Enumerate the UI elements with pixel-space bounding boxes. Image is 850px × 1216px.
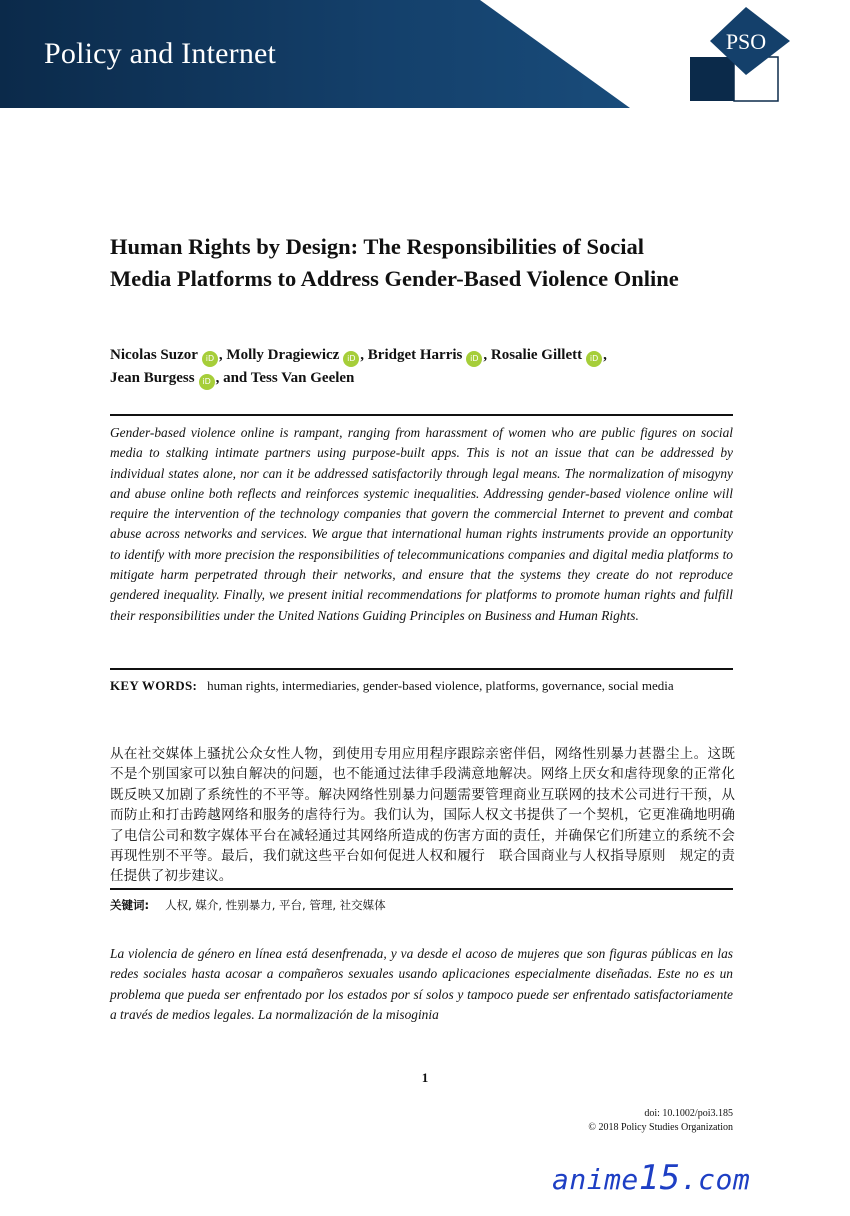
author-separator: , (603, 347, 607, 363)
abstract-english: Gender-based violence online is rampant, ranging from harassment of women who are public figures on social media to stalking intimate partners using purpose-built apps. This is not an issue that can be addressed by individual states alone, nor can it be addressed satisfactorily through legal means. The normalization of misogyny and abuse online both reflects and reinforces systemic inequalities. Addressing gender-based violence online will require the intervention of the technology companies that govern the commercial Internet to prevent and combat abuse across networks and services. We argue that international human rights instruments provide an opportunity to identify with more precision the responsibilities of telecommunications companies and digital media platforms to mitigate harm perpetrated through their networks, and ensure that the systems they create do not reproduce gendered inequality. Finally, we present initial recommendations for platforms to promote human rights and fulfill their responsibilities under the United Nations Guiding Principles on Business and Human Rights. (110, 425, 733, 623)
author-name: Bridget Harris (367, 347, 463, 363)
orcid-icon[interactable]: iD (466, 351, 482, 367)
abstract-bottom-rule (110, 668, 733, 670)
watermark-part: anime (552, 1163, 639, 1196)
keywords-english (110, 676, 733, 695)
pso-logo-text: PSO (725, 29, 767, 54)
orcid-icon[interactable]: iD (202, 351, 218, 367)
watermark (552, 1158, 750, 1198)
abstract-top-rule (110, 414, 733, 416)
author-conjunction: , and (215, 370, 251, 386)
pso-logo-icon (690, 5, 802, 103)
keywords-chinese (110, 897, 733, 913)
author-separator: , (483, 347, 491, 363)
author-name: Jean Burgess (110, 370, 195, 386)
keywords-label: KEY WORDS: (110, 678, 198, 693)
page-number: 1 (421, 1070, 429, 1085)
keywords-text: human rights, intermediaries, gender-based violence, platforms, governance, social media (207, 678, 674, 693)
author-name: Tess Van Geelen (250, 370, 355, 386)
article-title: Human Rights by Design: The Responsibilities of Social Media Platforms to Address Gender-Based Violence Online (110, 234, 679, 291)
journal-header (0, 0, 850, 108)
keywords-chinese-text: 人权, 媒介, 性别暴力, 平台, 管理, 社交媒体 (165, 898, 386, 912)
journal-title: Policy and Internet (44, 37, 277, 70)
watermark-part: .com (680, 1163, 751, 1196)
doi[interactable]: doi: 10.1002/poi3.185 (644, 1108, 733, 1119)
author-separator: , (218, 347, 227, 363)
copyright: © 2018 Policy Studies Organization (588, 1122, 733, 1133)
footer-info (588, 1107, 733, 1135)
keywords-chinese-label: 关键词: (110, 898, 150, 912)
chinese-abstract-rule (110, 888, 733, 890)
abstract-chinese: 从在社交媒体上骚扰公众女性人物，到使用专用应用程序跟踪亲密伴侣，网络性别暴力甚嚣尘上。这既不是个别国家可以独自解决的问题，也不能通过法律手段满意地解决。网络上厌女和虐待现象的正常化既反映又加剧了系统性的不平等。解决网络性别暴力问题需要管理商业互联网的技术公司进行干预，从而防止和打击跨越网络和服务的虐待行为。我们认为，国际人权文书提供了一个契机，它更准确地明确了电信公司和数字媒体平台在减轻通过其网络所造成的伤害方面的责任，并确保它们所建立的系统不会再现性别不平等。最后，我们就这些平台如何促进人权和履行 联合国商业与人权指导原则 规定的责任提供了初步建议。 (110, 746, 735, 885)
author-list (110, 344, 730, 390)
abstract-spanish: La violencia de género en línea está desenfrenada, y va desde el acoso de mujeres que son figuras públicas en las redes sociales hasta acosar a compañeros sexuales usando aplicaciones especialmente diseñadas. Este no es un problema que pueda ser enfrentado por los estados por sí solos y tampoco puede ser enfrentado satisfactoriamente a través de medios legales. La normalización de la misoginia (110, 946, 733, 1022)
author-name: Nicolas Suzor (110, 347, 198, 363)
orcid-icon[interactable]: iD (586, 351, 602, 367)
watermark-part: 15 (638, 1158, 681, 1198)
author-separator: , (360, 347, 368, 363)
author-name: Rosalie Gillett (490, 347, 583, 363)
orcid-icon[interactable]: iD (343, 351, 359, 367)
orcid-icon[interactable]: iD (199, 374, 215, 390)
author-name: Molly Dragiewicz (226, 347, 340, 363)
